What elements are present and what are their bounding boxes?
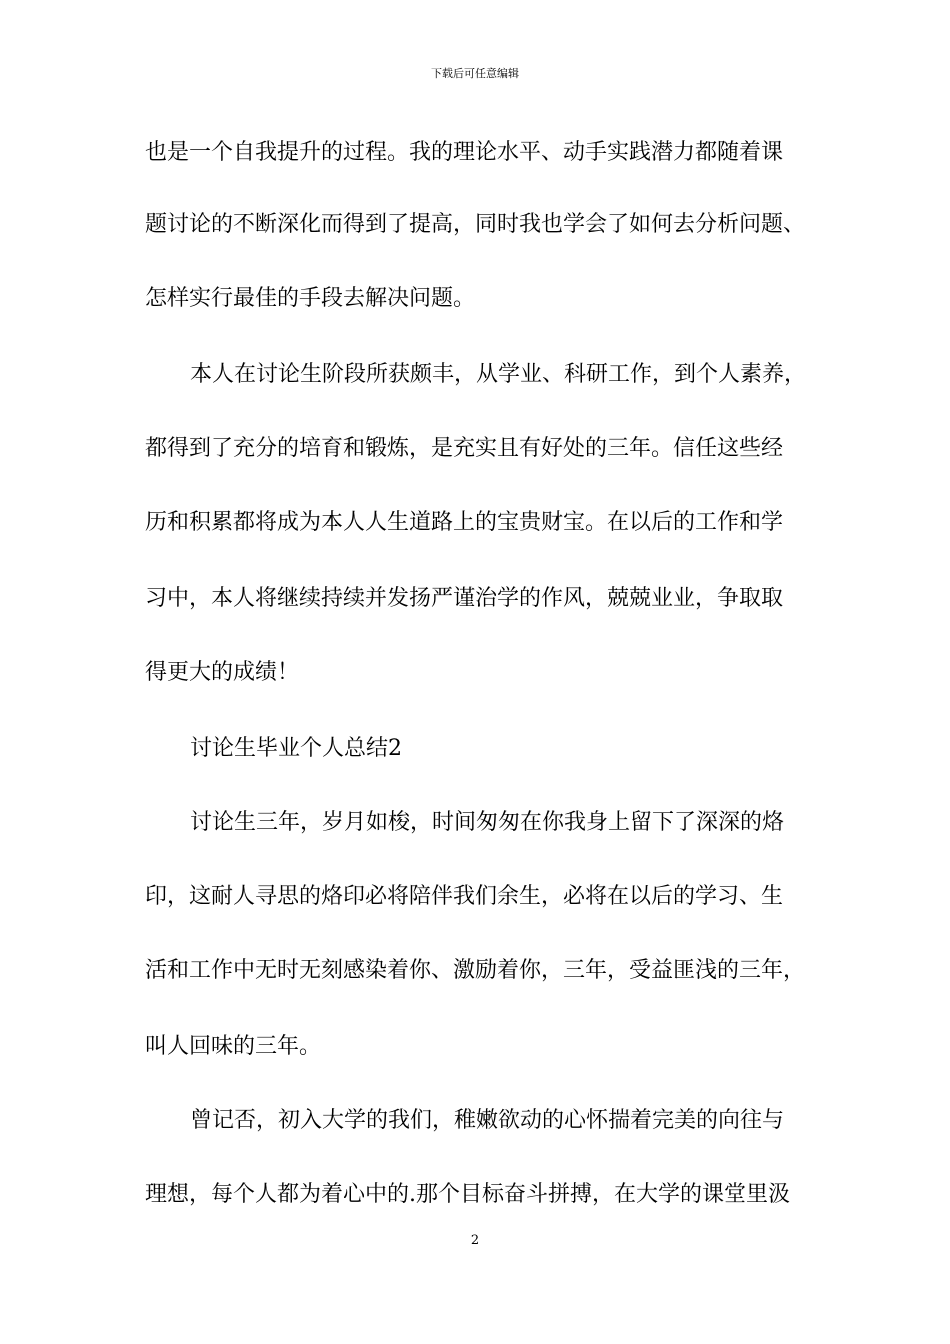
body-text-line: 理想，每个人都为着心中的.那个目标奋斗拼搏，在大学的课堂里汲 — [145, 1182, 790, 1207]
body-text-line: 都得到了充分的培育和锻炼，是充实且有好处的三年。信任这些经 — [145, 436, 784, 461]
paragraph-start-line: 本人在讨论生阶段所获颇丰，从学业、科研工作，到个人素养， — [190, 362, 807, 387]
body-text-line: 也是一个自我提升的过程。我的理论水平、动手实践潜力都随着课 — [145, 140, 784, 165]
body-text-line: 活和工作中无时无刻感染着你、激励着你，三年，受益匪浅的三年， — [145, 958, 806, 983]
body-text-line: 印，这耐人寻思的烙印必将陪伴我们余生，必将在以后的学习、生 — [145, 884, 784, 909]
paragraph-start-line: 曾记否，初入大学的我们，稚嫩欲动的心怀揣着完美的向往与 — [190, 1108, 785, 1133]
body-text-line: 习中，本人将继续持续并发扬严谨治学的作风，兢兢业业，争取取 — [145, 586, 784, 611]
body-text-line: 题讨论的不断深化而得到了提高，同时我也学会了如何去分析问题、 — [145, 212, 806, 237]
body-text-line: 怎样实行最佳的手段去解决问题。 — [145, 286, 476, 311]
body-text-line: 历和积累都将成为本人人生道路上的宝贵财宝。在以后的工作和学 — [145, 510, 784, 535]
page-number: 2 — [470, 1233, 480, 1248]
body-text-line: 得更大的成绩！ — [145, 660, 300, 685]
page-header: 下载后可任意编辑 — [431, 67, 519, 80]
paragraph-start-line: 讨论生三年，岁月如梭，时间匆匆在你我身上留下了深深的烙 — [190, 810, 785, 835]
body-text-line: 叫人回味的三年。 — [145, 1034, 322, 1059]
section-heading: 讨论生毕业个人总结2 — [190, 736, 402, 761]
